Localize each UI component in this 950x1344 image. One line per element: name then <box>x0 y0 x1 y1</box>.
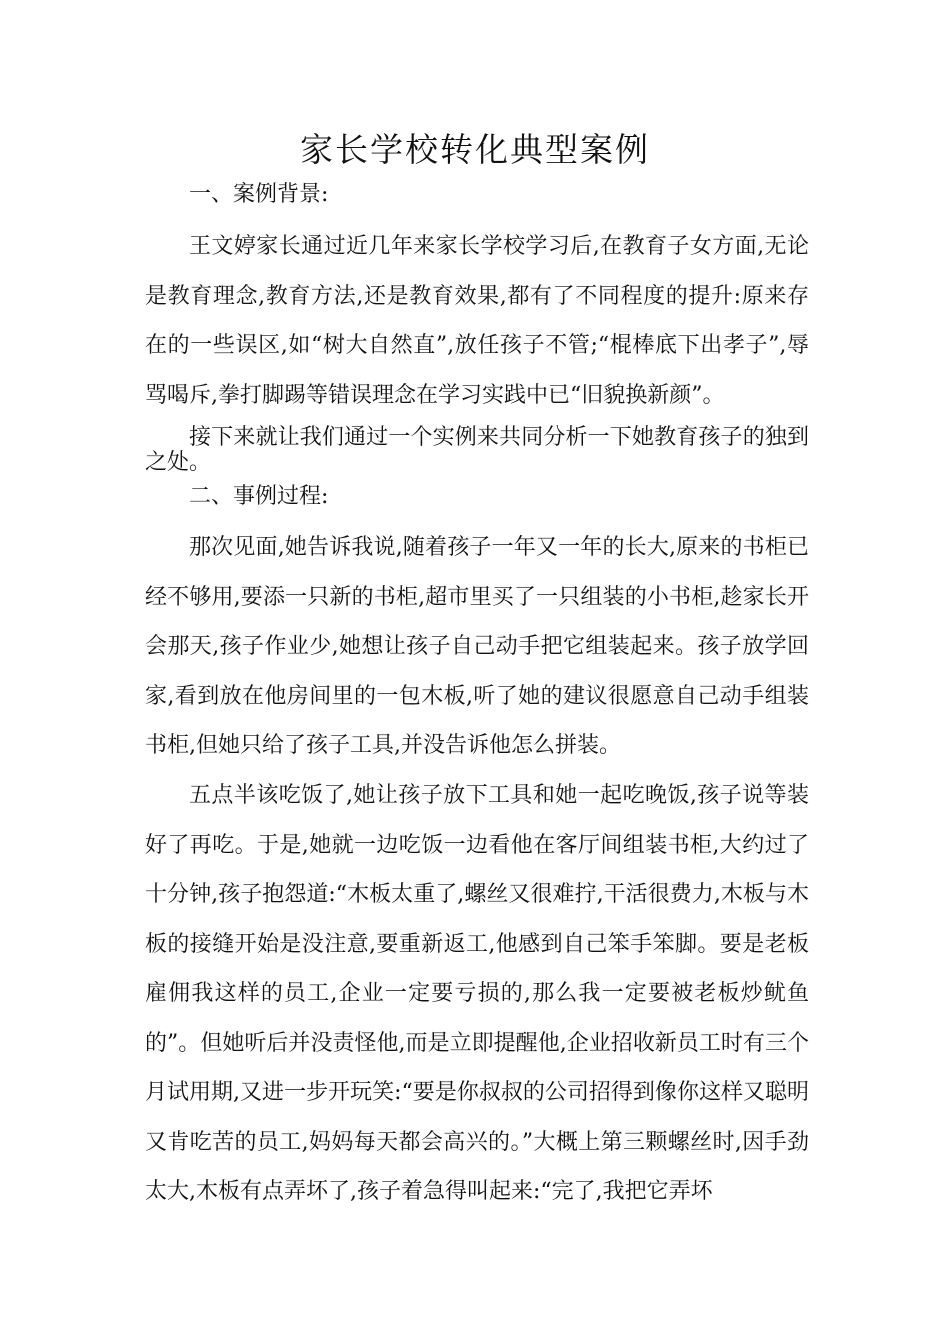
section-heading-background: 一、案例背景: <box>189 182 329 207</box>
section-heading-process: 二、事例过程: <box>189 484 329 509</box>
paragraph-intro-example: 接下来就让我们通过一个实例来共同分析一下她教育孩子的独到之处。 <box>145 425 809 475</box>
paragraph-background: 王文婷家长通过近几年来家长学校学习后,在教育子女方面,无论是教育理念,教育方法,还是教育效果,都有了不同程度的提升:原来存在的一些误区,如“树大自然直”,放任孩子不管;“棍棒底下出孝子”,辱骂喝斥,拳打脚踢等错误理念在学习实践中已“旧貌换新颜”。 <box>145 234 809 408</box>
paragraph-bookshelf: 那次见面,她告诉我说,随着孩子一年又一年的长大,原来的书柜已经不够用,要添一只新的书柜,超市里买了一只组装的小书柜,趁家长开会那天,孩子作业少,她想让孩子自己动手把它组装起来。孩子放学回家,看到放在他房间里的一包木板,听了她的建议很愿意自己动手组装书柜,但她只给了孩子工具,并没告诉他怎么拼装。 <box>145 535 809 758</box>
document-title: 家长学校转化典型案例 <box>300 130 650 169</box>
paragraph-assembly: 五点半该吃饭了,她让孩子放下工具和她一起吃晚饭,孩子说等装好了再吃。于是,她就一边吃饭一边看他在客厅间组装书柜,大约过了十分钟,孩子抱怨道:“木板太重了,螺丝又很难拧,干活很费力,木板与木板的接缝开始是没注意,要重新返工,他感到自己笨手笨脚。要是老板雇佣我这样的员工,企业一定要亏损的,那么我一定要被老板炒鱿鱼的”。但她听后并没责怪他,而是立即提醒他,企业招收新员工时有三个月试用期,又进一步开玩笑:“要是你叔叔的公司招得到像你这样又聪明又肯吃苦的员工,妈妈每天都会高兴的。”大概上第三颗螺丝时,因手劲太大,木板有点弄坏了,孩子着急得叫起来:“完了,我把它弄坏 <box>145 783 809 1204</box>
